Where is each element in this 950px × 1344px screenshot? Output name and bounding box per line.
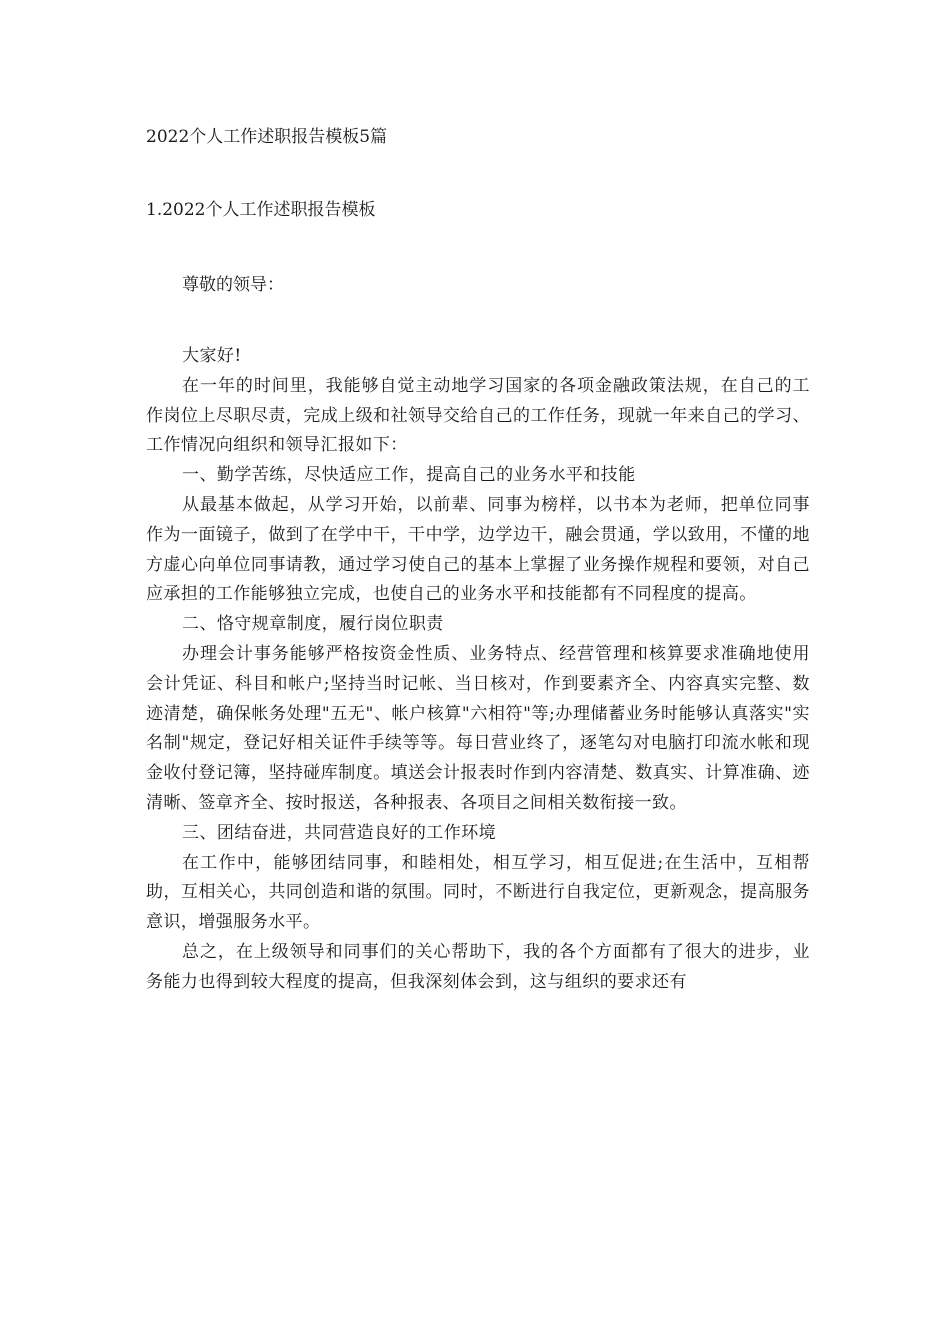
section-title: 1.2022个人工作述职报告模板 [146, 200, 376, 220]
document-body [146, 342, 810, 998]
greeting-paragraph: 大家好! [182, 346, 242, 366]
heading-two: 二、恪守规章制度，履行岗位职责 [182, 614, 444, 635]
intro-paragraph: 在一年的时间里，我能够自觉主动地学习国家的各项金融政策法规，在自己的工作岗位上尽职尽责，完成上级和社领导交给自己的工作任务，现就一年来自己的学习、工作情况向组织和领导汇报如下： [146, 375, 810, 456]
heading-one: 一、勤学苦练，尽快适应工作，提高自己的业务水平和技能 [182, 465, 636, 486]
salutation: 尊敬的领导： [182, 275, 284, 295]
document-title: 2022个人工作述职报告模板5篇 [146, 127, 388, 147]
body-paragraph-two: 办理会计事务能够严格按资金性质、业务特点、经营管理和核算要求准确地使用会计凭证、科目和帐户;坚持当时记帐、当日核对，作到要素齐全、内容真实完整、数迹清楚，确保帐务处理"五无"、帐户核算"六相符"等;办理储蓄业务时能够认真落实"实名制"规定，登记好相关证件手续等等。每日营业终了，逐笔勾对电脑打印流水帐和现金收付登记簿，坚持碰库制度。填送会计报表时作到内容清楚、数真实、计算准确、迹清晰、签章齐全、按时报送，各种报表、各项目之间相关数衔接一致。 [146, 643, 810, 813]
summary-paragraph: 总之，在上级领导和同事们的关心帮助下，我的各个方面都有了很大的进步，业务能力也得到较大程度的提高，但我深刻体会到，这与组织的要求还有 [146, 941, 810, 992]
body-paragraph-three: 在工作中，能够团结同事，和睦相处，相互学习，相互促进;在生活中，互相帮助，互相关心，共同创造和谐的氛围。同时，不断进行自我定位，更新观念，提高服务意识，增强服务水平。 [146, 852, 810, 933]
heading-three: 三、团结奋进，共同营造良好的工作环境 [182, 822, 497, 843]
body-paragraph-one: 从最基本做起，从学习开始，以前辈、同事为榜样，以书本为老师，把单位同事作为一面镜子，做到了在学中干，干中学，边学边干，融会贯通，学以致用，不懂的地方虚心向单位同事请教，通过学习使自己的基本上掌握了业务操作规程和要领，对自己应承担的工作能够独立完成，也使自己的业务水平和技能都有不同程度的提高。 [146, 494, 810, 605]
